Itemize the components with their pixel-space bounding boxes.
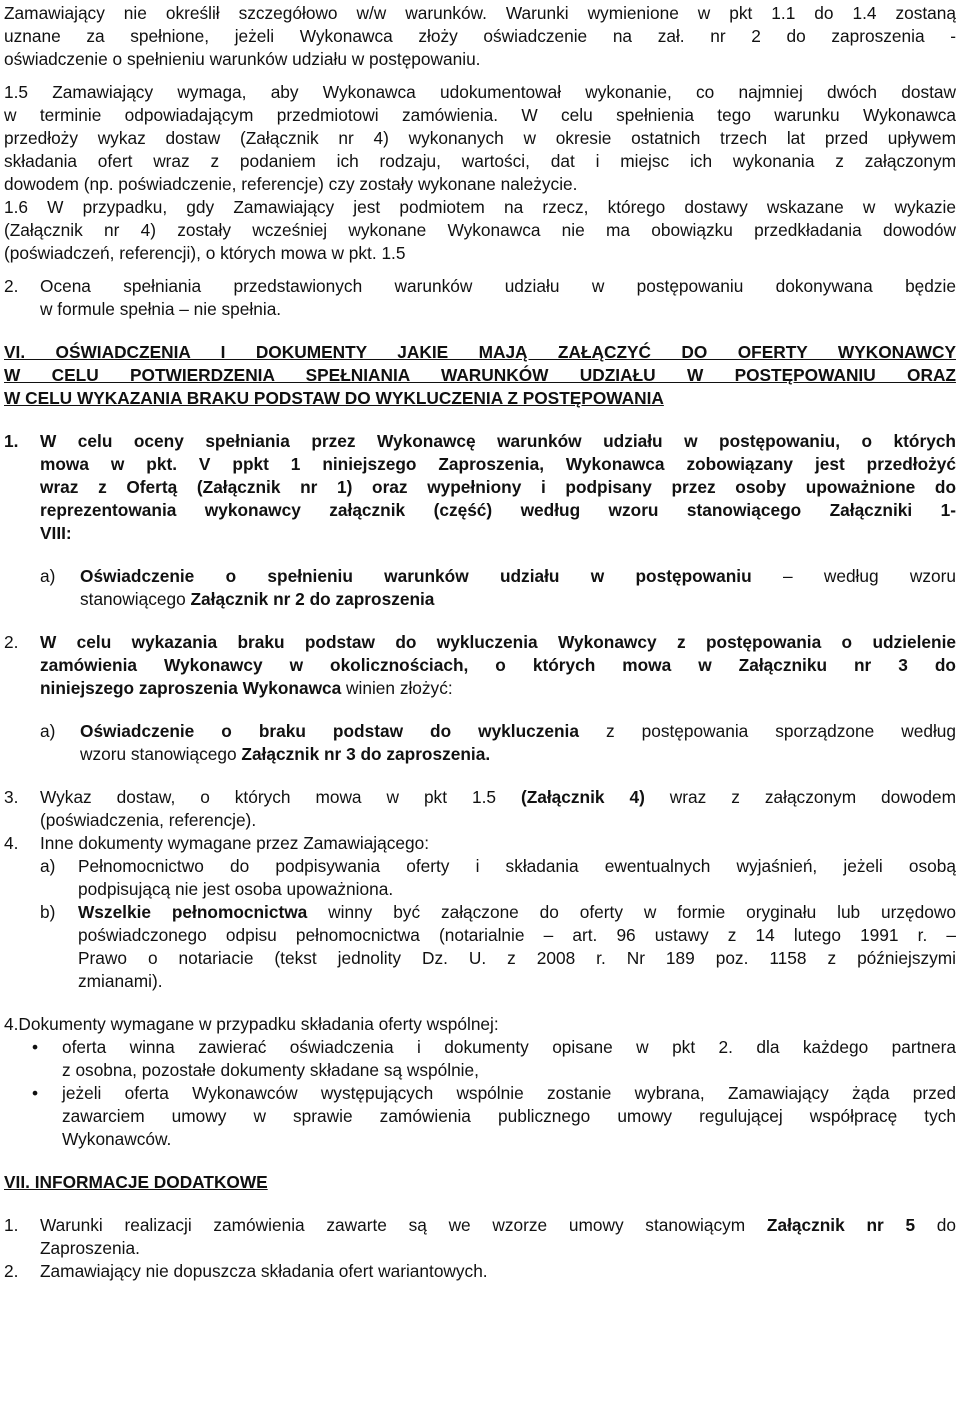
item-number: 2. bbox=[4, 1261, 19, 1281]
section-vi-item-1 bbox=[4, 430, 956, 545]
text: winny być załączone do oferty w formie oryginału lub urzędowo bbox=[307, 902, 956, 922]
heading-line: W CELU WYKAZANIA BRAKU PODSTAW DO WYKLUCZENIA Z POSTĘPOWANIA bbox=[4, 388, 664, 408]
text-line: Ocena spełniania przedstawionych warunków udziału w postępowaniu dokonywana będzie bbox=[40, 276, 956, 296]
text-line: zamówienia Wykonawcy w okolicznościach, o których mowa w Załączniku nr 3 do bbox=[40, 655, 956, 675]
text-line: dowodem (np. poświadczenie, referencje) czy zostały wykonane należycie. bbox=[4, 174, 578, 194]
section-vi-item-3 bbox=[4, 786, 956, 832]
intro-paragraph bbox=[4, 2, 956, 71]
sub-item-label: a) bbox=[40, 856, 56, 876]
section-vii-item-2 bbox=[4, 1260, 956, 1283]
section-vii-heading: VII. INFORMACJE DODATKOWE bbox=[4, 1172, 268, 1192]
text: wraz z załączonym dowodem bbox=[644, 787, 956, 807]
sub-item-b bbox=[40, 901, 956, 993]
sub-item-label: b) bbox=[40, 902, 56, 922]
text-line: Zamawiający nie dopuszcza składania ofert wariantowych. bbox=[40, 1261, 488, 1281]
item-number: 2. bbox=[4, 276, 19, 296]
bold-text: Załącznik nr 5 bbox=[766, 1215, 916, 1235]
text: wzoru stanowiącego bbox=[80, 744, 242, 764]
text-line: W celu oceny spełniania przez Wykonawcę warunków udziału w postępowaniu, o których bbox=[40, 431, 956, 451]
item-number: 3. bbox=[4, 787, 19, 807]
text-line: wraz z Ofertą (Załącznik nr 1) oraz wypełniony i podpisany przez osoby upoważnione do bbox=[40, 477, 956, 497]
text-line: (poświadczenia, referencje). bbox=[40, 810, 257, 830]
text-line: Zaproszenia. bbox=[40, 1238, 140, 1258]
item-number: 4. bbox=[4, 833, 19, 853]
text: Wykaz dostaw, o których mowa w pkt 1.5 bbox=[40, 787, 521, 807]
text-line: Zamawiający nie określił szczegółowo w/w warunków. Warunki wymienione w pkt 1.1 do 1.4 zostaną bbox=[4, 3, 956, 23]
text-line: Wykonawców. bbox=[62, 1129, 172, 1149]
list-item bbox=[4, 1082, 956, 1151]
text-line: W celu wykazania braku podstaw do wykluczenia Wykonawcy z postępowania o udzielenie bbox=[40, 632, 956, 652]
bold-text: Załącznik nr 3 do zaproszenia. bbox=[241, 744, 491, 764]
text-line: podpisującą nie jest osoba upoważniona. bbox=[78, 879, 394, 899]
bold-text: Wszelkie pełnomocnictwa bbox=[78, 902, 308, 922]
heading-line: W CELU POTWIERDZENIA SPEŁNIANIA WARUNKÓW UDZIAŁU W POSTĘPOWANIU ORAZ bbox=[4, 365, 956, 385]
text: Warunki realizacji zamówienia zawarte są we wzorze umowy stanowiącym bbox=[40, 1215, 767, 1235]
text-line: oferta winna zawierać oświadczenia i dokumenty opisane w pkt 2. dla każdego partnera bbox=[62, 1037, 956, 1057]
text: z postępowania sporządzone według bbox=[578, 721, 957, 741]
text: stanowiącego bbox=[80, 589, 191, 609]
bold-text: Załącznik nr 2 do zaproszenia bbox=[190, 589, 435, 609]
text-line: Pełnomocnictwo do podpisywania oferty i składania ewentualnych wyjaśnień, jeżeli osobą bbox=[78, 856, 956, 876]
text-line: 4.Dokumenty wymagane w przypadku składania oferty wspólnej: bbox=[4, 1014, 499, 1034]
text-line: Inne dokumenty wymagane przez Zamawiającego: bbox=[40, 833, 430, 853]
bold-text: niniejszego zaproszenia Wykonawca bbox=[40, 678, 342, 698]
text-line: VIII: bbox=[40, 523, 72, 543]
text-line: 1.6 W przypadku, gdy Zamawiający jest podmiotem na rzecz, którego dostawy wskazane w wykazie bbox=[4, 197, 956, 217]
heading-line: VI. OŚWIADCZENIA I DOKUMENTY JAKIE MAJĄ ZAŁĄCZYĆ DO OFERTY WYKONAWCY bbox=[4, 342, 956, 362]
item-number: 2. bbox=[4, 632, 19, 652]
list-item bbox=[4, 1036, 956, 1082]
text-line: jeżeli oferta Wykonawców występujących wspólnie zostanie wybrana, Zamawiający żąda przed bbox=[62, 1083, 956, 1103]
text-line bbox=[40, 1214, 956, 1237]
text-line: przedłoży wykaz dostaw (Załącznik nr 4) wykonanych w okresie ostatnich trzech lat przed upływem bbox=[4, 128, 956, 148]
text-line bbox=[40, 786, 956, 809]
text-line: reprezentowania wykonawcy załącznik (część) według wzoru stanowiącego Załączniki 1- bbox=[40, 500, 956, 520]
paragraph-1-5 bbox=[4, 81, 956, 196]
text-line bbox=[80, 720, 956, 743]
item-number: 1. bbox=[4, 431, 19, 451]
sub-item-label: a) bbox=[40, 566, 56, 586]
bold-text: Oświadczenie o spełnieniu warunków udziału w postępowaniu bbox=[80, 566, 752, 586]
sub-item-a bbox=[4, 565, 956, 611]
section-vii-item-1 bbox=[4, 1214, 956, 1260]
text-line bbox=[80, 743, 956, 766]
bullet-icon: • bbox=[32, 1083, 39, 1103]
text-line: (poświadczeń, referencji), o których mowa w pkt. 1.5 bbox=[4, 243, 406, 263]
text-line: uznane za spełnione, jeżeli Wykonawca złoży oświadczenie na zał. nr 2 do zaproszenia - bbox=[4, 26, 956, 46]
text-line bbox=[40, 677, 956, 700]
paragraph-1-6 bbox=[4, 196, 956, 265]
text-line: w terminie odpowiadającym przedmiotowi zamówienia. W celu spełnienia tego warunku Wykonawca bbox=[4, 105, 956, 125]
text-line: składania ofert wraz z podaniem ich rodzaju, wartości, dat i miejsc ich wykonania z załączonym bbox=[4, 151, 956, 171]
sub-item-label: a) bbox=[40, 721, 56, 741]
text-line bbox=[80, 588, 956, 611]
text-line: z osobna, pozostałe dokumenty składane są wspólnie, bbox=[62, 1060, 479, 1080]
text-line bbox=[78, 901, 956, 924]
text-line: poświadczonego odpisu pełnomocnictwa (notarialnie – art. 96 ustawy z 14 lutego 1991 r. – bbox=[78, 925, 956, 945]
text-line: mowa w pkt. V ppkt 1 niniejszego Zaproszenia, Wykonawca zobowiązany jest przedłożyć bbox=[40, 454, 956, 474]
text-line: w formule spełnia – nie spełnia. bbox=[40, 299, 282, 319]
section-vi-item-2 bbox=[4, 631, 956, 700]
section-vi-item-4 bbox=[4, 832, 956, 993]
text: do bbox=[915, 1215, 957, 1235]
item-number: 1. bbox=[4, 1215, 19, 1235]
text-line: zmianami). bbox=[78, 971, 163, 991]
bullet-icon: • bbox=[32, 1037, 39, 1057]
paragraph-2 bbox=[4, 275, 956, 321]
text-line: zawarciem umowy w sprawie zamówienia publicznego umowy regulującej współpracę tych bbox=[62, 1106, 956, 1126]
bold-text: (Załącznik 4) bbox=[520, 787, 645, 807]
text-line: (Załącznik nr 4) zostały wcześniej wykonane Wykonawca nie ma obowiązku przedkładania dowodów bbox=[4, 220, 956, 240]
text-line: Prawo o notariacie (tekst jednolity Dz. U. z 2008 r. Nr 189 poz. 1158 z późniejszymi bbox=[78, 948, 956, 968]
text-line: oświadczenie o spełnieniu warunków udziału w postępowaniu. bbox=[4, 49, 481, 69]
section-vi-heading bbox=[4, 341, 956, 410]
sub-item-a bbox=[40, 855, 956, 901]
text: winien złożyć: bbox=[341, 678, 453, 698]
joint-offer-docs bbox=[4, 1013, 956, 1151]
bold-text: Oświadczenie o braku podstaw do wykluczenia bbox=[80, 721, 579, 741]
text: – według wzoru bbox=[782, 566, 956, 586]
text-line: 1.5 Zamawiający wymaga, aby Wykonawca udokumentował wykonanie, co najmniej dwóch dostaw bbox=[4, 82, 956, 102]
sub-item-a bbox=[4, 720, 956, 766]
text-line bbox=[80, 565, 956, 588]
